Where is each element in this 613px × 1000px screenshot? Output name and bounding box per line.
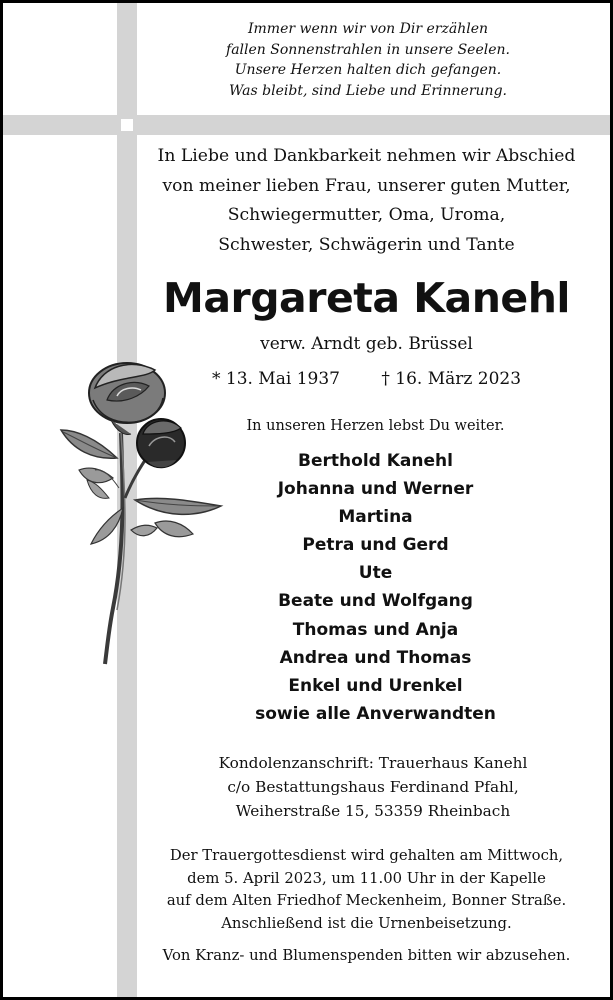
mourner: Johanna und Werner	[277, 479, 474, 500]
cross-horizontal-bar	[3, 115, 610, 135]
memorial-poem	[153, 19, 583, 101]
address-line: Kondolenzanschrift: Trauerhaus Kanehl	[218, 754, 528, 772]
mourners-list	[203, 447, 548, 728]
mourner: Martina	[338, 507, 413, 528]
mourner: Ute	[358, 563, 393, 584]
funeral-service-info	[123, 845, 610, 935]
intro-line: In Liebe und Dankbarkeit nehmen wir Abschied	[157, 146, 576, 166]
intro-line: von meiner lieben Frau, unserer guten Mutter,	[162, 175, 571, 196]
motto-line: In unseren Herzen lebst Du weiter.	[246, 418, 505, 434]
farewell-intro	[123, 142, 610, 260]
intro-line: Schwiegermutter, Oma, Uroma,	[227, 205, 506, 225]
death-date: † 16. März 2023	[381, 369, 522, 389]
flowers-note: Von Kranz- und Blumenspenden bitten wir abzusehen.	[162, 947, 571, 964]
service-line: auf dem Alten Friedhof Meckenheim, Bonner Straße.	[166, 892, 567, 909]
cross-center-highlight	[121, 119, 133, 131]
service-line: Anschließend ist die Urnenbeisetzung.	[221, 914, 512, 932]
mourner: Andrea und Thomas	[279, 647, 472, 668]
mourner: Thomas und Anja	[292, 619, 459, 640]
condolence-address	[173, 751, 573, 823]
service-line: dem 5. April 2023, um 11.00 Uhr in der Kapelle	[187, 869, 546, 887]
service-line: Der Trauergottesdienst wird gehalten am Mittwoch,	[169, 847, 564, 864]
address-line: c/o Bestattungshaus Ferdinand Pfahl,	[227, 778, 519, 796]
address-line: Weiherstraße 15, 53359 Rheinbach	[235, 802, 511, 820]
poem-line: Was bleibt, sind Liebe und Erinnerung.	[229, 82, 507, 99]
poem-line: Immer wenn wir von Dir erzählen	[247, 21, 488, 37]
mourner: Beate und Wolfgang	[278, 591, 473, 612]
birth-date: * 13. Mai 1937	[211, 369, 340, 389]
intro-line: Schwester, Schwägerin und Tante	[218, 234, 515, 255]
mourner: Berthold Kanehl	[298, 451, 453, 471]
mourner: Enkel und Urenkel	[288, 675, 463, 696]
poem-line: fallen Sonnenstrahlen in unsere Seelen.	[226, 41, 510, 58]
mourner: Petra und Gerd	[302, 535, 449, 556]
deceased-name: Margareta Kanehl	[163, 274, 570, 322]
poem-line: Unsere Herzen halten dich gefangen.	[234, 62, 502, 78]
deceased-birth-name: verw. Arndt geb. Brüssel	[260, 334, 473, 354]
mourner: sowie alle Anverwandten	[255, 703, 496, 724]
